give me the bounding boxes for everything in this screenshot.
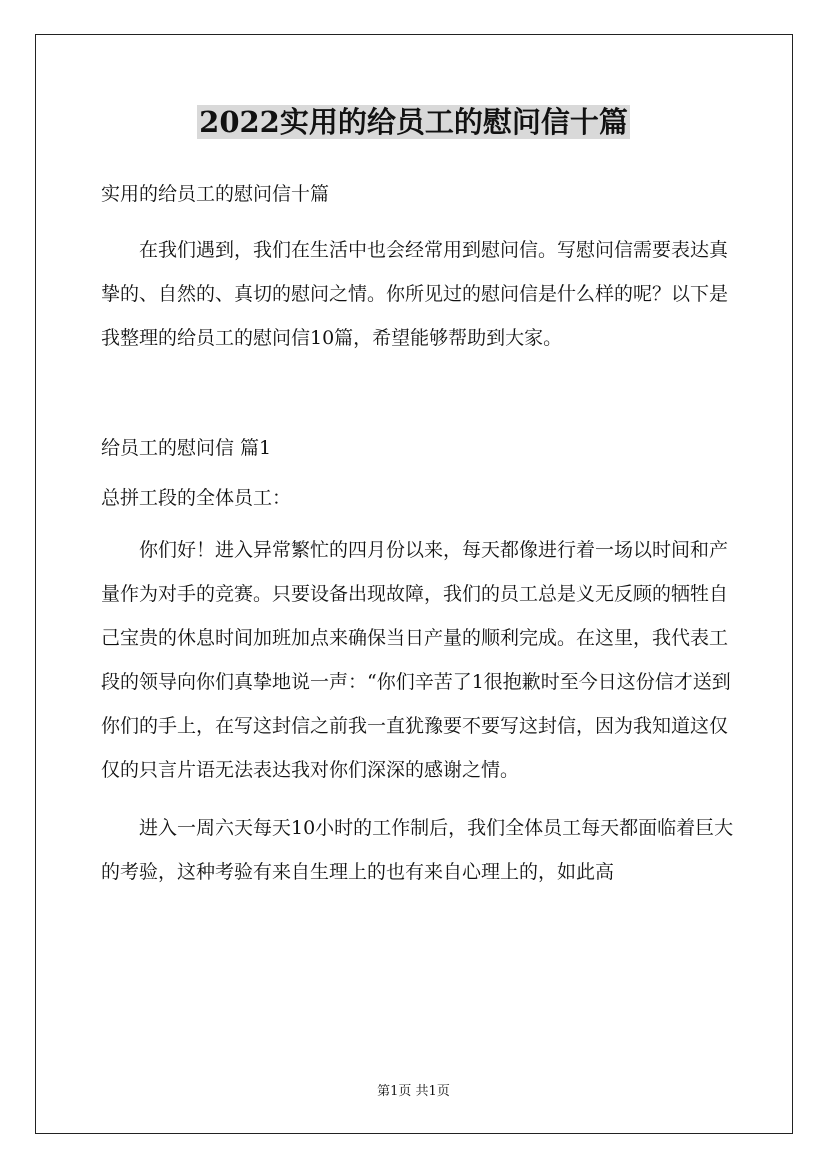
page-footer: 第1页 共1页	[377, 1084, 450, 1099]
document-title	[0, 100, 827, 144]
subtitle: 实用的给员工的慰问信十篇	[101, 183, 330, 205]
section-heading: 给员工的慰问信 篇1	[101, 437, 272, 459]
section-gap	[101, 360, 741, 426]
spacer	[101, 792, 741, 806]
spacer	[101, 520, 741, 528]
body-paragraph: 你们好！进入异常繁忙的四月份以来，每天都像进行着一场以时间和产量作为对手的竞赛。只要设备出现故障，我们的员工总是义无反顾的牺牲自己宝贵的休息时间加班加点来确保当日产量的顺利完成。在这里，我代表工段的领导向你们真挚地说一声：“你们辛苦了1很抱歉时至今日这份信才送到你们的手上，在写这封信之前我一直犹豫要不要写这封信，因为我知道这仅仅的只言片语无法表达我对你们深深的感谢之情。	[101, 539, 731, 781]
intro-paragraph: 在我们遇到，我们在生活中也会经常用到慰问信。写慰问信需要表达真挚的、自然的、真切的慰问之情。你所见过的慰问信是什么样的呢？以下是我整理的给员工的慰问信10篇，希望能够帮助到大家。	[101, 239, 729, 349]
salutation: 总拼工段的全体员工：	[101, 487, 292, 509]
body-paragraph: 进入一周六天每天10小时的工作制后，我们全体员工每天都面临着巨大的考验，这种考验有来自生理上的也有来自心理上的，如此高	[101, 817, 734, 883]
document-body	[101, 172, 741, 894]
spacer	[101, 216, 741, 228]
document-title-text: 2022实用的给员工的慰问信十篇	[199, 105, 628, 139]
